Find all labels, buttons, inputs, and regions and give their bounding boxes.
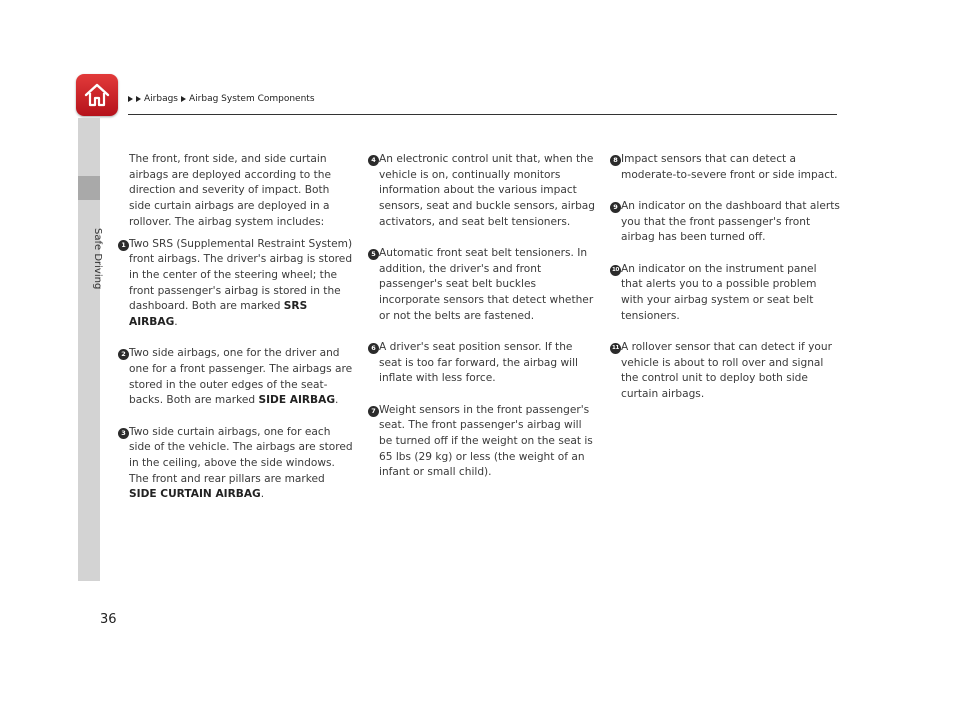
- number-badge: 7: [368, 406, 379, 417]
- breadcrumb-airbags[interactable]: Airbags: [144, 94, 178, 104]
- home-icon: [83, 81, 111, 109]
- item-text: Two side airbags, one for the driver and one for a front passenger. The airbags are stored in the outer edges of the seat-backs. Both are marked: [129, 347, 353, 407]
- breadcrumb-current: Airbag System Components: [189, 94, 315, 104]
- item-text: Impact sensors that can detect a moderate-to-severe front or side impact.: [621, 153, 838, 181]
- breadcrumb: [128, 94, 315, 104]
- item-text: An indicator on the instrument panel that alerts you to a possible problem with your airbag system or seat belt tensioners.: [621, 262, 817, 322]
- list-item: [118, 425, 354, 504]
- item-tail: .: [174, 316, 178, 329]
- item-bold-text: SIDE AIRBAG: [258, 394, 336, 407]
- item-text: Two SRS (Supplemental Restraint System) front airbags. The driver's airbag is stored in the center of the steering wheel; the front passenger's airbag is stored in the dashboard. Both are marked: [129, 237, 353, 313]
- header-divider: [128, 114, 837, 115]
- item-tail: .: [335, 394, 339, 407]
- list-item: [118, 346, 354, 409]
- list-item: [118, 237, 354, 331]
- list-item: [368, 403, 598, 482]
- home-button[interactable]: [76, 74, 118, 116]
- list-item: [368, 152, 598, 231]
- item-bold-text: SIDE CURTAIN AIRBAG: [129, 488, 261, 501]
- list-item: [610, 340, 840, 403]
- number-badge: 4: [368, 155, 379, 166]
- number-badge: 6: [368, 343, 379, 354]
- item-tail: .: [260, 488, 265, 501]
- number-badge: 1: [118, 240, 129, 251]
- item-text: Automatic front seat belt tensioners. In addition, the driver's and front passenger's seat belt buckles incorporate sensors that detect whether or not the belts are fastened.: [379, 247, 594, 322]
- triangle-right-icon: [128, 96, 133, 102]
- item-text: A rollover sensor that can detect if your vehicle is about to roll over and signal the control unit to deploy both side curtain airbags.: [621, 340, 832, 400]
- number-badge: 9: [610, 202, 621, 213]
- page-number: 36: [100, 612, 117, 627]
- item-bold-text: SRS AIRBAG: [129, 300, 308, 329]
- item-text: Two side curtain airbags, one for each side of the vehicle. The airbags are stored in the ceiling, above the side windows. The front and rear pillars are marked: [129, 425, 353, 485]
- intro-paragraph: The front, front side, and side curtain airbags are deployed according to the direction and severity of impact. Both side curtain airbags are deployed in a rollover. The airbag system includes:: [129, 153, 332, 228]
- list-item: [610, 152, 840, 183]
- number-badge: 8: [610, 155, 621, 166]
- number-badge: 2: [118, 349, 129, 360]
- sidebar-section-marker: [78, 176, 100, 200]
- number-badge: 5: [368, 249, 379, 260]
- list-item: [610, 199, 840, 246]
- item-text: An electronic control unit that, when the vehicle is on, continually monitors information about the various impact sensors, seat and buckle sensors, airbag activators, and seat belt tensioners.: [379, 153, 596, 228]
- item-text: An indicator on the dashboard that alerts you that the front passenger's front airbag has been turned off.: [621, 199, 840, 244]
- list-item: [610, 262, 840, 325]
- column-1: [118, 152, 354, 519]
- number-badge: 3: [118, 428, 129, 439]
- column-3: [610, 152, 840, 418]
- triangle-right-icon: [136, 96, 141, 102]
- triangle-right-icon: [181, 96, 186, 102]
- number-badge: 11: [610, 343, 621, 354]
- number-badge: 10: [610, 265, 621, 276]
- item-text: A driver's seat position sensor. If the seat is too far forward, the airbag will inflate with less force.: [379, 341, 579, 385]
- item-text: Weight sensors in the front passenger's seat. The front passenger's airbag will be turned off if the weight on the seat is 65 lbs (29 kg) or less (the weight of an infant or small child).: [379, 403, 593, 479]
- section-label: Safe Driving: [92, 228, 103, 290]
- column-2: [368, 152, 598, 497]
- list-item: [368, 340, 598, 387]
- list-item: [368, 246, 598, 325]
